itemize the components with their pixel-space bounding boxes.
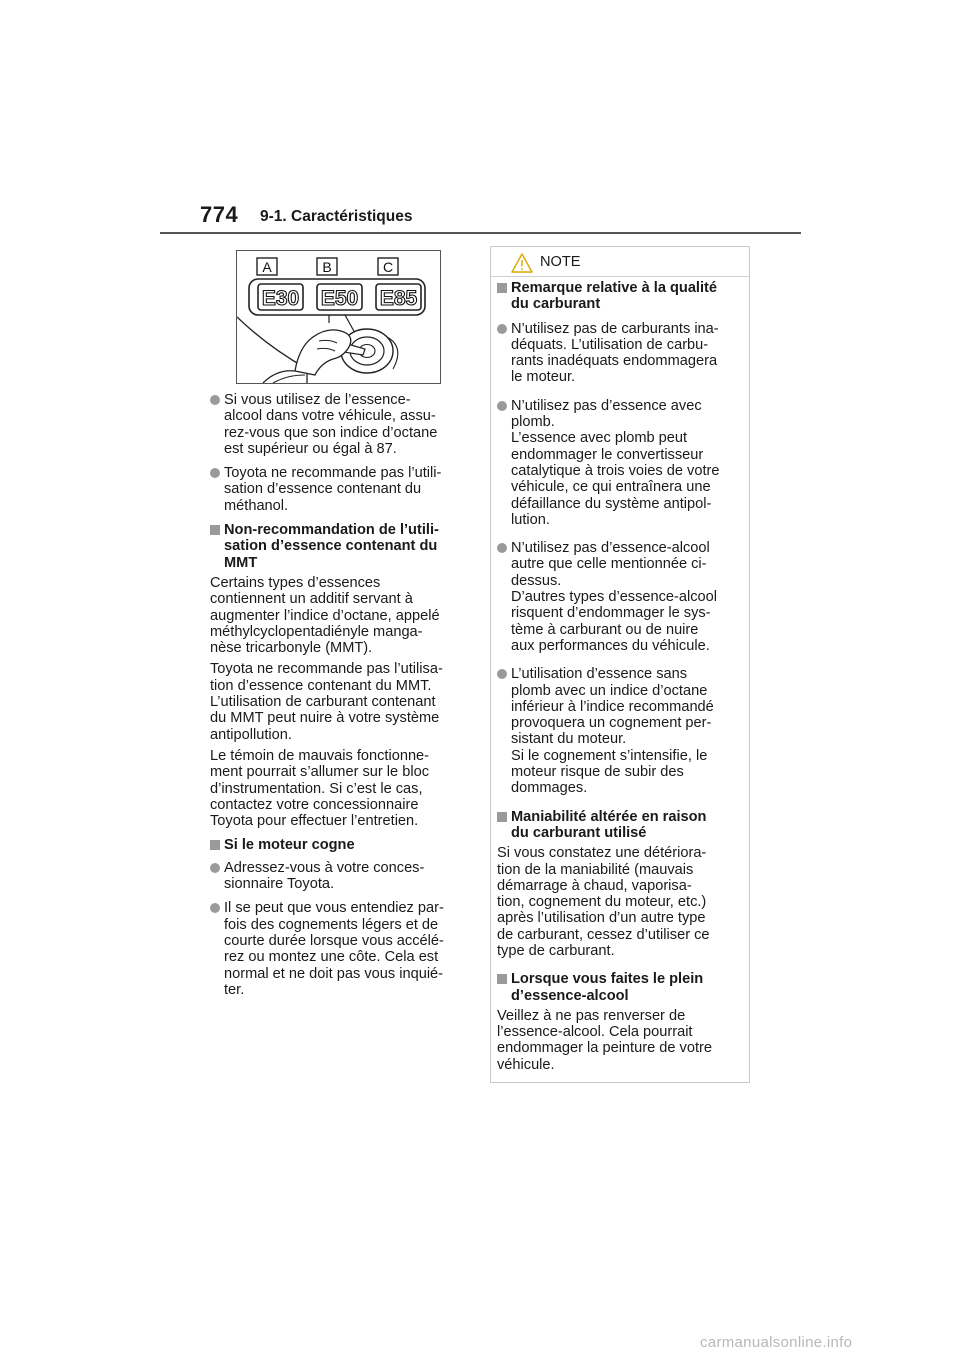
warning-triangle-icon <box>510 252 534 274</box>
page-number: 774 <box>200 202 239 227</box>
pump-label-b: B <box>322 259 332 275</box>
list-item: N’utilisez pas d’essence avec plomb. L’essence avec plomb peut endommager le convertisseur catalytique à trois voies de votre véhicule, ce qui entraînera une défaillance du système antipol- lution. <box>497 398 742 528</box>
bullet-dot-icon <box>210 468 220 478</box>
list-item: Il se peut que vous entendiez par- fois des cognements légers et de courte durée lorsque vous accélé- rez ou montez une côte. Cela est normal et ne doit pas vous inquié- ter. <box>210 900 468 998</box>
paragraph: Si vous constatez une détériora- tion de la maniabilité (mauvais démarrage à chaud, vaporisa- tion, cognement du moteur, etc.) après l’utilisation d’un autre type de carburant, cessez d’utiliser ce type de carburant. <box>497 845 710 959</box>
section-title: 9-1. Caractéristiques <box>260 208 413 225</box>
pump-e50: E50 <box>320 287 359 310</box>
list-item: Toyota ne recommande pas l’utili- sation d’essence contenant du méthanol. <box>210 465 468 514</box>
bullet-dot-icon <box>210 395 220 405</box>
note-label: NOTE <box>540 254 581 270</box>
subheading-driveability: Maniabilité altérée en raison du carburant utilisé <box>497 809 742 842</box>
bullet-square-icon <box>210 840 220 850</box>
subheading-fuel-quality: Remarque relative à la qualité du carburant <box>497 280 742 313</box>
bullet-dot-icon <box>210 863 220 873</box>
paragraph: Veillez à ne pas renverser de l’essence-alcool. Cela pourrait endommager la peinture de votre véhicule. <box>497 1007 712 1073</box>
subheading-knock: Si le moteur cogne <box>210 837 468 853</box>
list-item: Adressez-vous à votre conces- sionnaire Toyota. <box>210 860 468 893</box>
paragraph: Certains types d’essences contiennent un additif servant à augmenter l’indice d’octane, appelé méthylcyclopentadiényle manga- nèse tricarbonyle (MMT). <box>210 574 440 657</box>
bullet-dot-icon <box>497 669 507 679</box>
header-divider <box>160 232 801 234</box>
bullet-dot-icon <box>497 543 507 553</box>
list-item: N’utilisez pas de carburants ina- déquats. L’utilisation de carbu- rants inadéquats endommagera le moteur. <box>497 321 742 386</box>
pump-label-a: A <box>262 259 272 275</box>
pump-label-c: C <box>382 259 394 275</box>
fuel-pump-illustration <box>236 250 441 384</box>
subheading-mmt: Non-recommandation de l’utili- sation d’essence contenant du MMT <box>210 522 468 571</box>
paragraph: Le témoin de mauvais fonctionne- ment pourrait s’allumer sur le bloc d’instrumentation. Si c’est le cas, contactez votre concessionnaire Toyota pour effectuer l’entretien. <box>210 747 430 830</box>
bullet-dot-icon <box>210 903 220 913</box>
watermark: carmanualsonline.info <box>700 1334 853 1351</box>
pump-e30: E30 <box>261 287 300 310</box>
list-item: L’utilisation d’essence sans plomb avec un indice d’octane inférieur à l’indice recommandé provoquera un cognement per- sistant du moteur. Si le cognement s’intensifie, le moteur risque de subir des dommages. <box>497 666 742 796</box>
bullet-dot-icon <box>497 324 507 334</box>
list-item: Si vous utilisez de l’essence- alcool dans votre véhicule, assu- rez-vous que son indice d’octane est supérieur ou égal à 87. <box>210 392 468 457</box>
note-divider <box>490 276 750 277</box>
left-column <box>210 392 468 1006</box>
bullet-square-icon <box>210 525 220 535</box>
note-content <box>497 280 742 1078</box>
pump-e85: E85 <box>379 287 418 310</box>
bullet-square-icon <box>497 812 507 822</box>
bullet-square-icon <box>497 974 507 984</box>
subheading-refuel: Lorsque vous faites le plein d’essence-alcool <box>497 971 742 1004</box>
list-item: N’utilisez pas d’essence-alcool autre que celle mentionnée ci- dessus. D’autres types d’essence-alcool risquent d’endommager le sys- tème à carburant ou de nuire aux performances du véhicule. <box>497 540 742 654</box>
bullet-square-icon <box>497 283 507 293</box>
paragraph: Toyota ne recommande pas l’utilisa- tion d’essence contenant du MMT. L’utilisation de carburant contenant du MMT peut nuire à votre système antipollution. <box>210 661 443 743</box>
bullet-dot-icon <box>497 401 507 411</box>
